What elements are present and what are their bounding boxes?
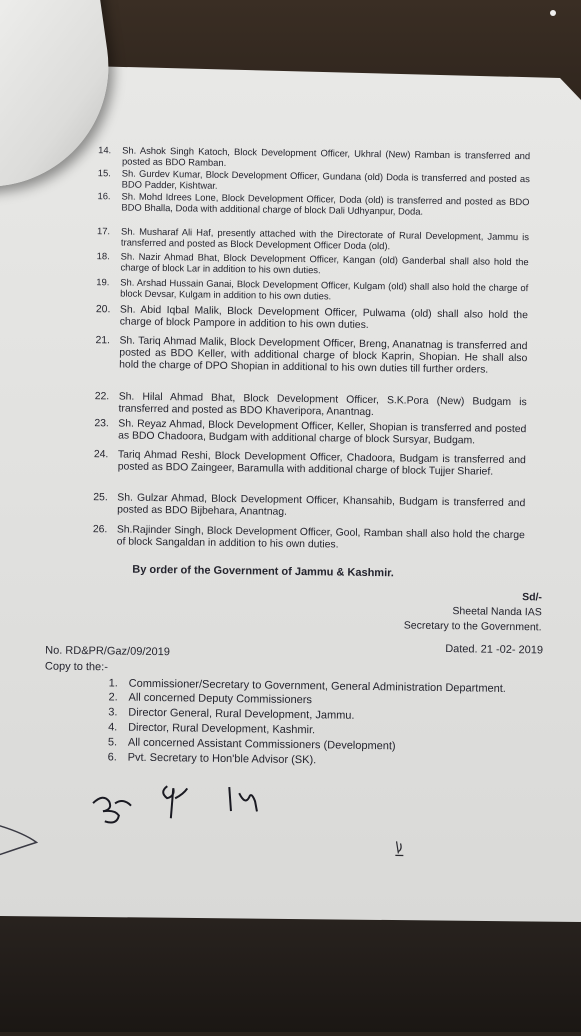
- signatory-name: Sheetal Nanda IAS: [452, 605, 542, 619]
- copy-item: [108, 721, 315, 737]
- item-text: Sh. Gulzar Ahmad, Block Development Officer, Khansahib, Budgam is transferred and posted as BDO Bijbehara, Anantnag.: [117, 492, 526, 518]
- item-number: 26.: [92, 524, 108, 536]
- item-number: 24.: [93, 449, 109, 461]
- copy-item-text: Commissioner/Secretary to Government, General Administration Department.: [128, 677, 506, 695]
- list-item: [93, 492, 525, 522]
- item-text: Sh. Tariq Ahmad Malik, Block Development Officer, Breng, Ananatnag is transferred and posted as BDO Keller, with additional charge of block Kaprin, Shopian. He shall also hold the charge of DPO Shopian in additional to his own duties till further orders.: [119, 335, 528, 376]
- item-text: Sh. Arshad Hussain Ganai, Block Development Officer, Kulgam (old) shall also hold the charge of block Devsar, Kulgam in addition to his own duties.: [120, 276, 529, 302]
- item-number: 21.: [95, 335, 111, 347]
- item-number: 23.: [94, 418, 109, 430]
- item-text: Sh. Gurdev Kumar, Block Development Officer, Gundana (old) Doda is transferred and posted as BDO Padder, Kishtwar.: [121, 167, 530, 191]
- list-item: [97, 226, 529, 253]
- dated: Dated. 21 -02- 2019: [445, 643, 544, 657]
- item-text: Sh. Reyaz Ahmad, Block Development Officer, Keller, Shopian is transferred and posted as BDO Chadoora, Budgam with additional charge of block Sursyar, Budgam.: [118, 418, 527, 447]
- reference-number: No. RD&PR/Gaz/09/2019: [45, 644, 170, 659]
- item-text: Sh.Rajinder Singh, Block Development Officer, Gool, Ramban shall also hold the charge of block Sangaldan in addition to his own duties.: [116, 524, 525, 551]
- copy-item-number: 2.: [108, 691, 118, 704]
- list-item: [96, 304, 528, 334]
- signatory-title: Secretary to the Government.: [403, 619, 542, 634]
- copy-item-text: Director General, Rural Development, Jammu.: [128, 706, 355, 722]
- copy-item: [108, 691, 312, 707]
- item-number: 15.: [97, 167, 111, 179]
- copy-item-text: Pvt. Secretary to Hon'ble Advisor (SK).: [127, 751, 317, 767]
- copy-item-number: 5.: [107, 736, 118, 749]
- copy-item-number: 6.: [107, 751, 117, 764]
- copy-item: [108, 751, 317, 767]
- list-item: [96, 251, 528, 278]
- copy-item-text: Director, Rural Development, Kashmir.: [128, 721, 316, 737]
- copy-item-number: 4.: [108, 721, 118, 734]
- item-number: 16.: [97, 190, 111, 202]
- copy-item: [108, 706, 354, 722]
- list-item: [94, 449, 526, 479]
- item-number: 20.: [95, 304, 111, 316]
- item-number: 22.: [94, 391, 110, 403]
- item-text: Tariq Ahmad Reshi, Block Development Officer, Chadoora, Budgam is transferred and posted as BDO Zaingeer, Baramulla with additional charge of block Tujjer Sharief.: [117, 449, 526, 478]
- item-number: 18.: [96, 250, 110, 262]
- copy-item-number: 3.: [108, 706, 118, 719]
- list-item: [95, 335, 527, 377]
- item-number: 14.: [98, 144, 112, 156]
- list-item: [94, 391, 526, 421]
- list-item: [97, 191, 529, 218]
- list-item: [94, 418, 526, 448]
- order-line: By order of the Government of Jammu & Kashmir.: [132, 563, 394, 580]
- arrow-mark-icon: [0, 818, 43, 859]
- list-item: [96, 277, 528, 304]
- item-text: Sh. Hilal Ahmad Bhat, Block Development Officer, S.K.Pora (New) Budgam is transferred and posted as BDO Khaveripora, Anantnag.: [118, 391, 527, 419]
- small-pen-mark-icon: [392, 839, 406, 857]
- item-number: 25.: [93, 492, 108, 504]
- item-text: Sh. Nazir Ahmad Bhat, Block Development Officer, Kangan (old) Ganderbal shall also hold the charge of block Lar in addition to his own duties.: [120, 250, 529, 275]
- item-text: Sh. Ashok Singh Katoch, Block Development Officer, Ukhral (New) Ramban is transferred and posted as BDO Ramban.: [121, 144, 531, 168]
- copy-item-number: 1.: [108, 677, 118, 690]
- item-number: 17.: [96, 225, 111, 237]
- item-text: Sh. Musharaf Ali Haf, presently attached with the Directorate of Rural Development, Jammu is transferred and posted as Block Development Officer Doda (old).: [120, 225, 530, 251]
- copy-item-text: All concerned Deputy Commissioners: [128, 691, 313, 707]
- sd-mark: Sd/-: [522, 591, 543, 604]
- copy-to-heading: Copy to the:-: [44, 660, 109, 674]
- handwritten-initials: [75, 773, 276, 836]
- copy-item-text: All concerned Assistant Commissioners (Development): [127, 736, 396, 753]
- list-item: [93, 524, 525, 554]
- item-text: Sh. Mohd Idrees Lone, Block Development Officer, Doda (old) is transferred and posted as BDO BDO Bhalla, Doda with additional charge of block Dali Udhyanpur, Doda.: [121, 190, 530, 217]
- item-text: Sh. Abid Iqbal Malik, Block Development Officer, Pulwama (old) shall also hold the charge of block Pampore in addition to his own duties.: [119, 304, 528, 331]
- copy-item: [108, 736, 396, 753]
- item-number: 19.: [96, 276, 110, 288]
